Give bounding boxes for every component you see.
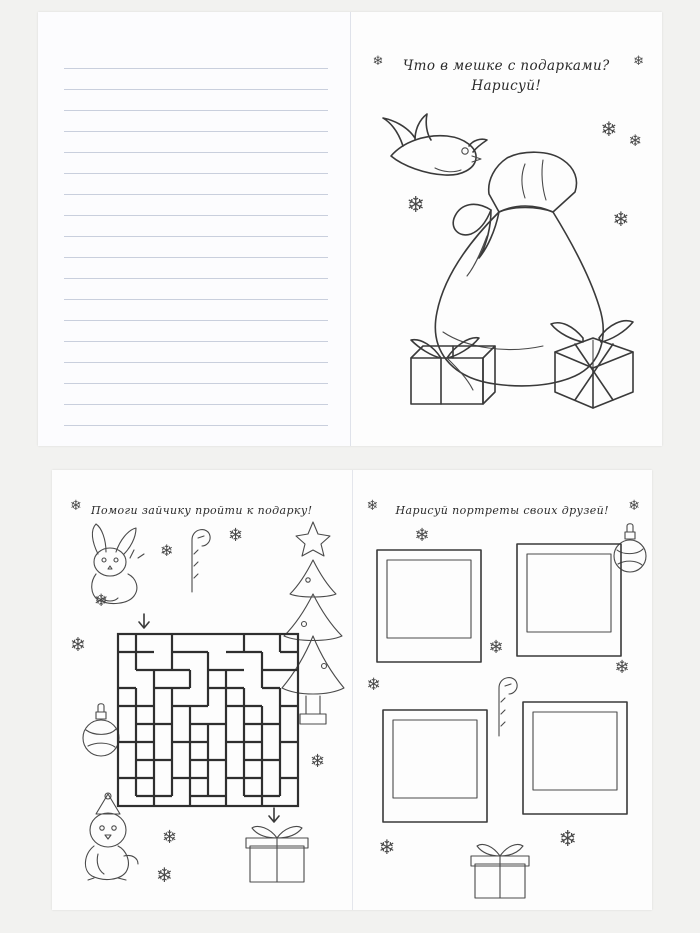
penguin-icon xyxy=(72,792,146,882)
snowflake-icon: ❄ xyxy=(488,637,504,657)
portraits-page xyxy=(353,470,653,910)
snowflake-icon: ❄ xyxy=(228,525,244,545)
snowflake-icon: ❄ xyxy=(70,497,82,513)
snowflake-icon: ❄ xyxy=(94,591,109,610)
snowflake-icon: ❄ xyxy=(628,497,640,513)
candy-cane-icon xyxy=(489,668,521,740)
snowflake-icon: ❄ xyxy=(628,133,642,150)
snowflake-icon: ❄ xyxy=(156,865,173,887)
snowflake-icon: ❄ xyxy=(160,543,174,560)
snowflake-icon: ❄ xyxy=(366,497,379,513)
gift-box-icon xyxy=(240,822,314,888)
snowflake-icon: ❄ xyxy=(600,119,618,141)
gift-box-icon xyxy=(465,840,535,902)
snowflake-icon: ❄ xyxy=(612,209,630,231)
candy-cane-icon xyxy=(182,518,216,596)
page-title-line1: Что в мешке с подарками? xyxy=(402,58,610,74)
snowflake-icon: ❄ xyxy=(406,192,425,217)
snowflake-icon: ❄ xyxy=(162,827,178,847)
maze-puzzle xyxy=(114,626,302,816)
snowflake-icon: ❄ xyxy=(70,635,86,656)
lined-writing-page xyxy=(38,12,351,446)
snowflake-icon: ❄ xyxy=(633,53,644,68)
gift-sack-page xyxy=(351,12,663,446)
photo-frame xyxy=(519,698,631,818)
top-spread xyxy=(38,12,662,446)
maze-page xyxy=(52,470,353,910)
portraits-page-title: Нарисуй портреты своих друзей! xyxy=(395,504,609,517)
snowflake-icon: ❄ xyxy=(614,657,630,677)
snowflake-icon: ❄ xyxy=(366,675,381,694)
snowflake-icon: ❄ xyxy=(414,525,430,545)
photo-frame xyxy=(513,540,625,660)
snowflake-icon: ❄ xyxy=(378,837,396,859)
photo-frame xyxy=(373,546,485,666)
snowflake-icon: ❄ xyxy=(558,826,577,851)
snowflake-icon: ❄ xyxy=(372,53,384,68)
maze-page-title: Помоги зайчику пройти к подарку! xyxy=(91,504,313,517)
bottom-spread xyxy=(52,470,652,910)
photo-frame xyxy=(379,706,491,826)
bunny-icon xyxy=(72,520,158,606)
gift-box-right-icon xyxy=(539,310,649,414)
page-title-line2: Нарисуй! xyxy=(471,78,542,94)
snowflake-icon: ❄ xyxy=(310,751,326,771)
gift-box-left-icon xyxy=(397,324,507,410)
